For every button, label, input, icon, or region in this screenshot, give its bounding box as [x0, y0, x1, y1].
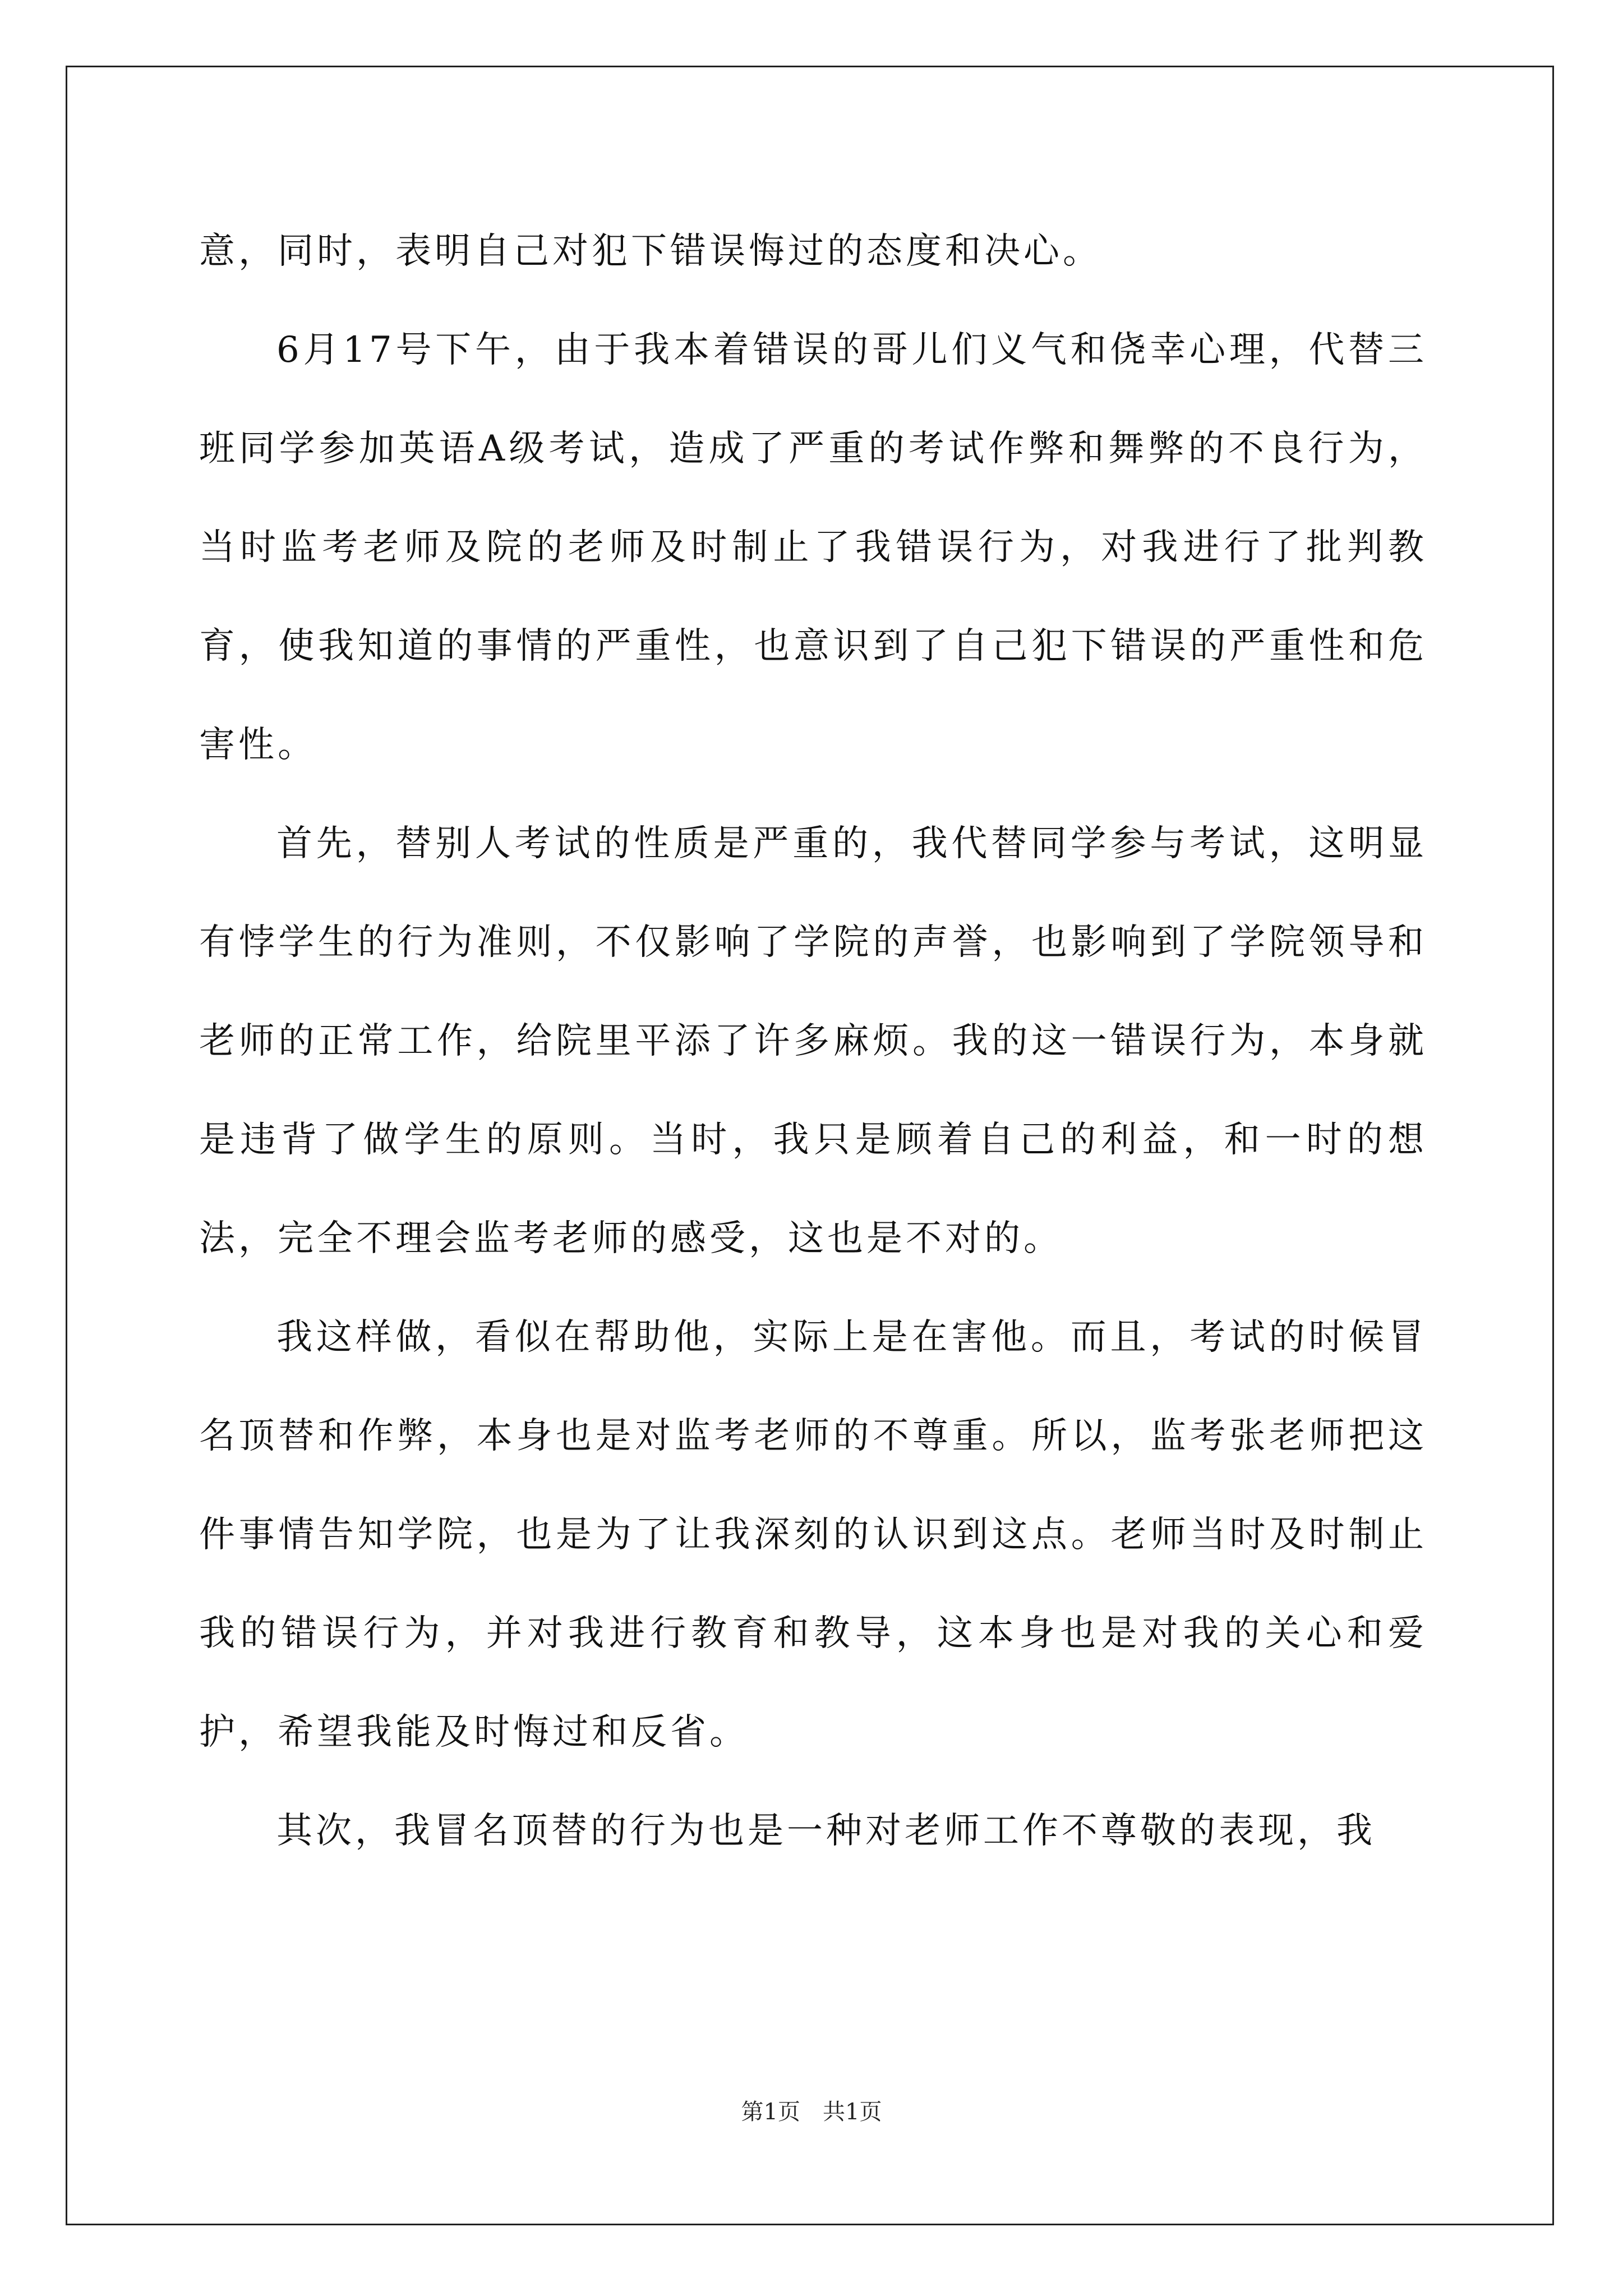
paragraph-first-point: 首先，替别人考试的性质是严重的，我代替同学参与考试，这明显有悖学生的行为准则，不仅影响了学院的声誉，也影响到了学院领导和老师的正常工作，给院里平添了许多麻烦。我的这一错误行为，本身就是违背了做学生的原则。当时，我只是顾着自己的利益，和一时的想法，完全不理会监考老师的感受，这也是不对的。: [199, 823, 1427, 1259]
paragraph-incident: 6月17号下午，由于我本着错误的哥儿们义气和侥幸心理，代替三班同学参加英语A级考试，造成了严重的考试作弊和舞弊的不良行为，当时监考老师及院的老师及时制止了我错误行为，对我进行了批判教育，使我知道的事情的严重性，也意识到了自己犯下错误的严重性和危害性。: [199, 329, 1427, 766]
document-body: [199, 202, 1427, 1880]
paragraph-second-point: 其次，我冒名顶替的行为也是一种对老师工作不尊敬的表现，我: [276, 1810, 1376, 1852]
page-footer: 第1页 共1页: [741, 2099, 882, 2125]
paragraph-harm: 我这样做，看似在帮助他，实际上是在害他。而且，考试的时候冒名顶替和作弊，本身也是对监考老师的不尊重。所以，监考张老师把这件事情告知学院，也是为了让我深刻的认识到这点。老师当时及时制止我的错误行为，并对我进行教育和教导，这本身也是对我的关心和爱护，希望我能及时悔过和反省。: [199, 1317, 1427, 1753]
paragraph-continuation: 意，同时，表明自己对犯下错误悔过的态度和决心。: [199, 231, 1102, 272]
